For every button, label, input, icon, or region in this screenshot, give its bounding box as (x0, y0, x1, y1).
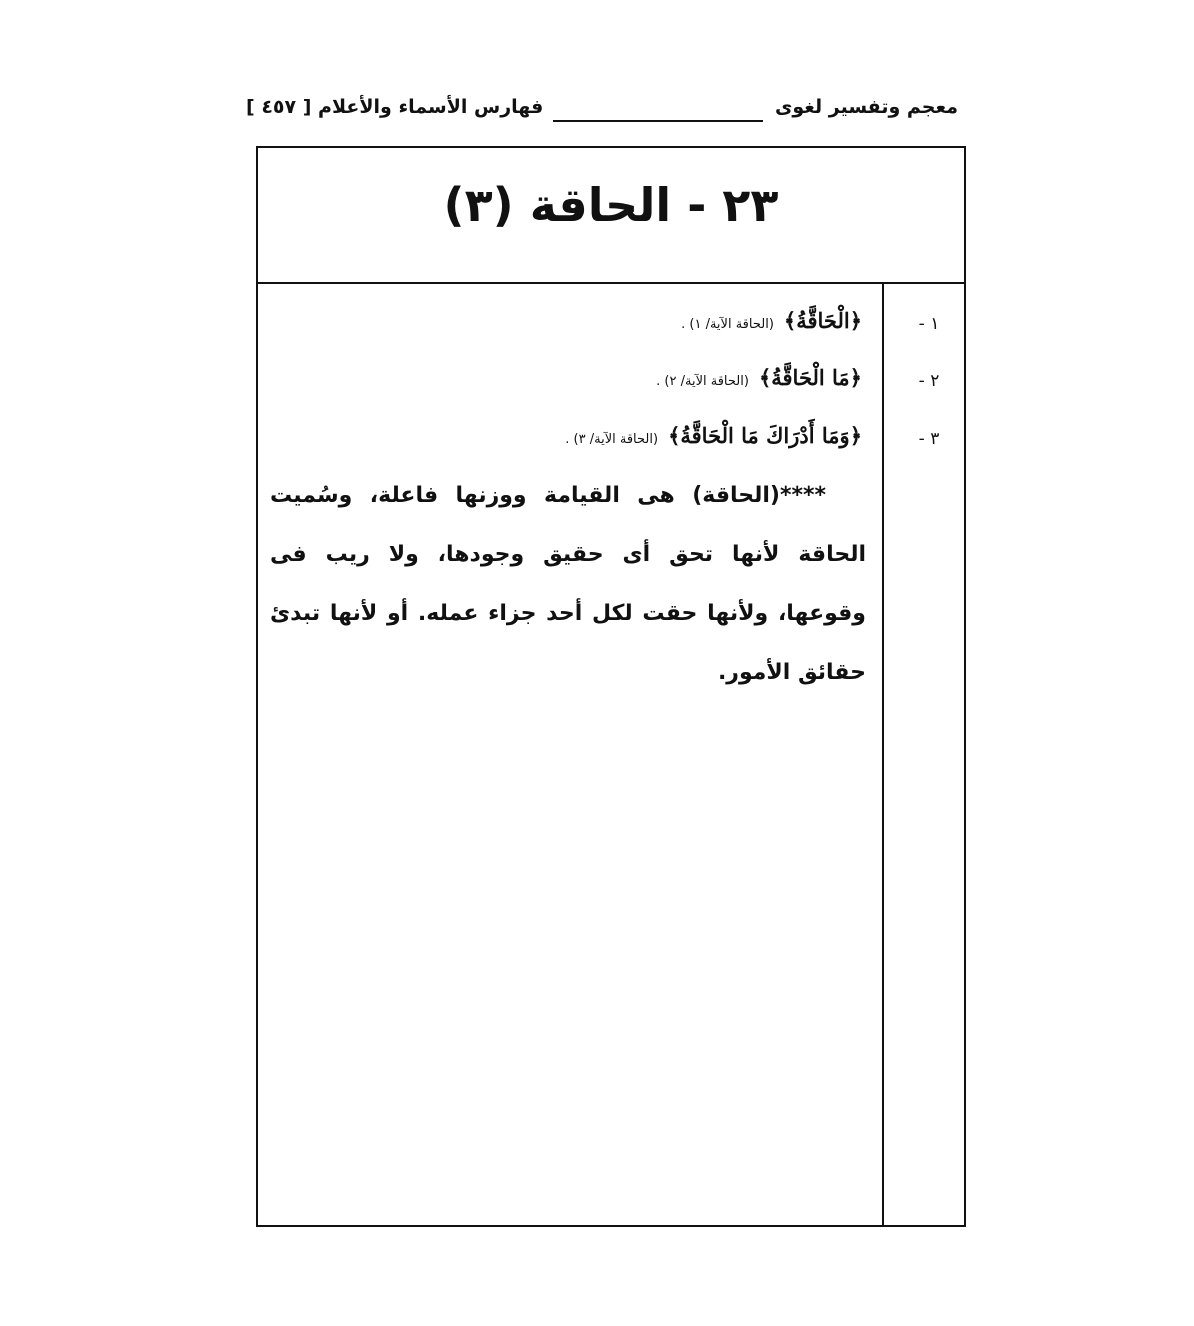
section-title: فهارس الأسماء والأعلام (318, 96, 544, 118)
verse-entry (565, 423, 862, 448)
verse-number: ٣ - (918, 429, 940, 449)
verse-number: ١ - (918, 314, 940, 334)
verse-reference: (الحاقة الآية/ ٢) . (656, 374, 749, 389)
verse-quote: ﴿وَمَا أَدْرَاكَ مَا الْحَاقَّةُ﴾ (668, 423, 862, 448)
header-rule (553, 120, 763, 122)
chapter-title: ٢٣ - الحاقة (٣) (443, 178, 779, 232)
running-header (246, 96, 543, 118)
book-title: معجم وتفسير لغوى (774, 96, 958, 118)
verse-quote: ﴿مَا الْحَاقَّةُ﴾ (758, 365, 862, 390)
column-divider (882, 284, 884, 1225)
title-box (258, 148, 964, 284)
verse-reference: (الحاقة الآية/ ١) . (681, 317, 774, 332)
verse-entry (656, 365, 862, 390)
page-number: [ ٤٥٧ ] (246, 96, 312, 118)
verse-quote: ﴿الْحَاقَّةُ﴾ (783, 308, 862, 333)
verse-reference: (الحاقة الآية/ ٣) . (565, 432, 659, 447)
verse-number: ٢ - (918, 371, 940, 391)
verse-entry (681, 308, 862, 333)
explanation-paragraph: ****(الحاقة) هى القيامة ووزنها فاعلة، وسُميت الحاقة لأنها تحق أى حقيق وجودها، ولا ريب فى وقوعها، ولأنها حقت لكل أحد جزاء عمله. أو لأنها تبدئ حقائق الأمور. (270, 483, 866, 685)
page-frame (256, 146, 966, 1227)
